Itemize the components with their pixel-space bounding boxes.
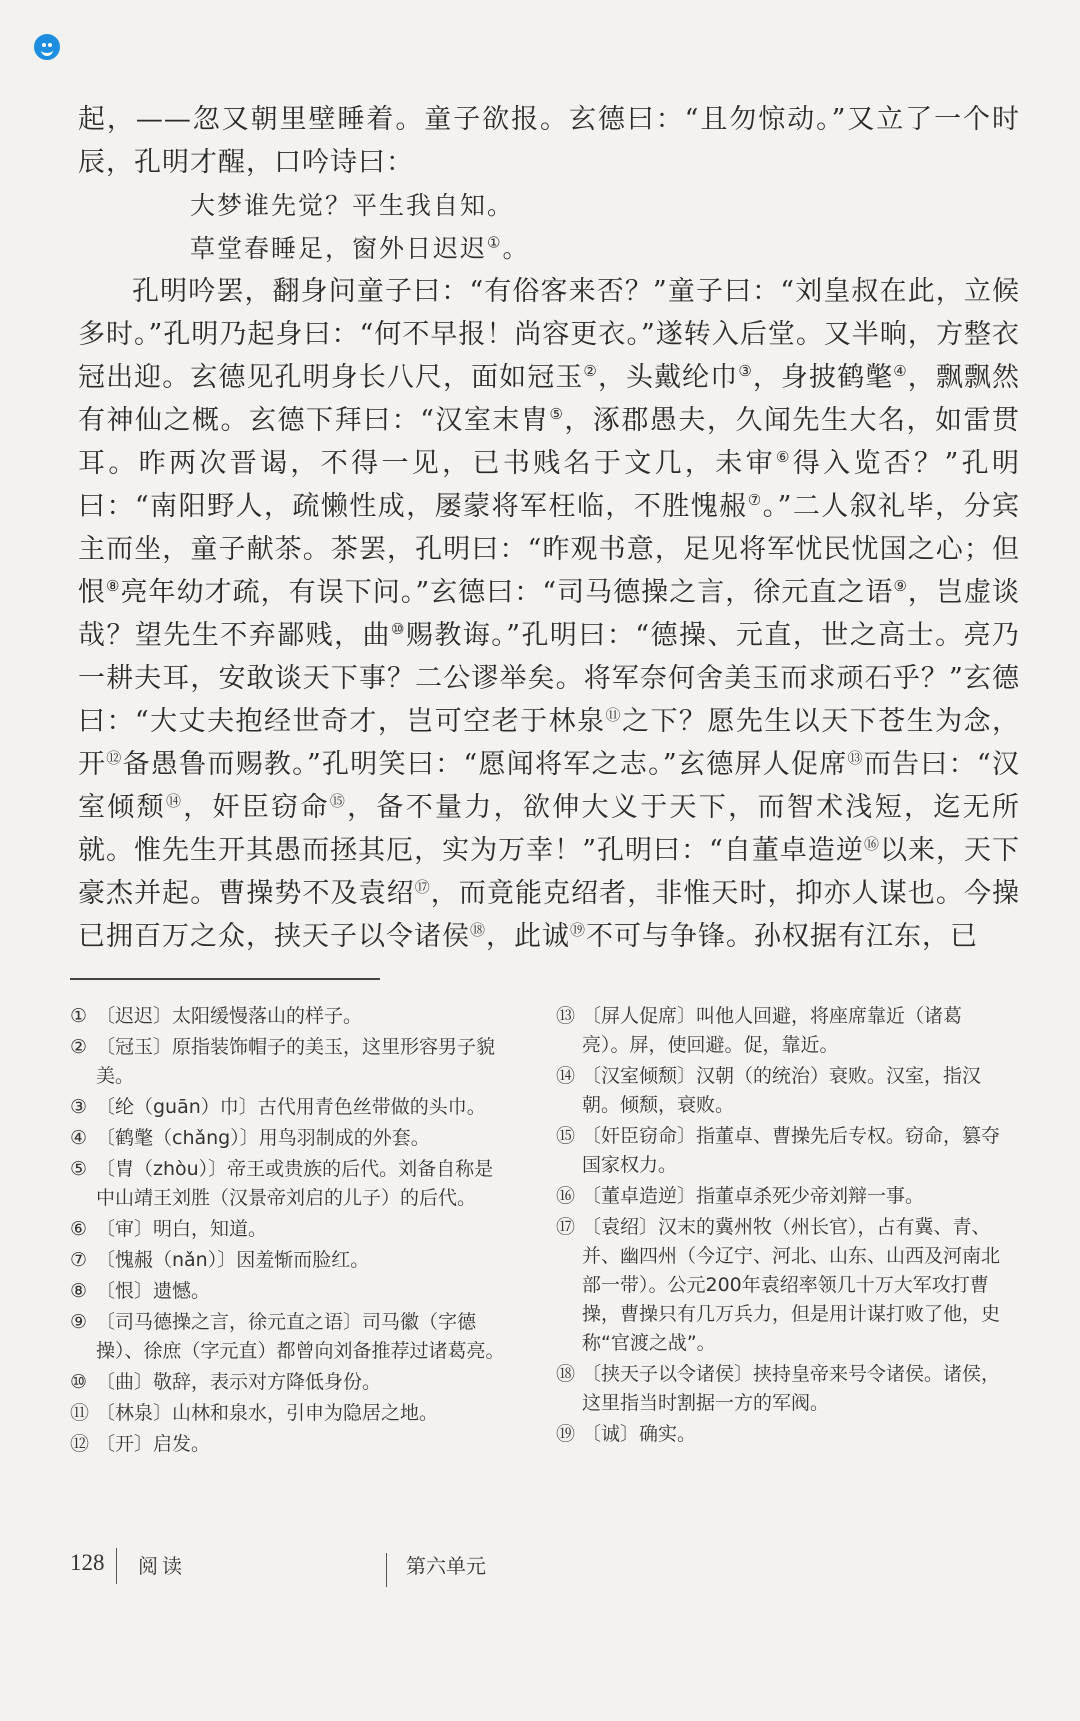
- note-ref: ⑦: [747, 491, 763, 509]
- footnote: [70, 1308, 510, 1366]
- footnote-text: 〔司马德操之言，徐元直之语〕司马徽（字德操）、徐庶（字元直）都曾向刘备推荐过诸葛亮。: [96, 1311, 505, 1362]
- footnote-number: ⑥: [70, 1218, 88, 1240]
- footnote-number: ⑤: [70, 1158, 88, 1180]
- text-segment: 得入览否？”孔明曰：“南阳野人，疏懒性成，屡蒙将军枉临，不胜愧赧: [78, 448, 1020, 522]
- footnote: [556, 1122, 1001, 1180]
- text-segment: ，头戴纶巾: [597, 362, 739, 393]
- footnote-number: ⑮: [556, 1125, 576, 1147]
- footnote-number: ④: [70, 1127, 88, 1149]
- footnote-number: ⑦: [70, 1249, 88, 1271]
- note-ref: ③: [738, 362, 753, 380]
- text-segment: 亮年幼才疏，有误下问。”玄德曰：“司马德操之言，徐元直之语: [120, 577, 894, 608]
- footnote: [70, 1399, 510, 1428]
- note-ref: ⑤: [549, 405, 565, 423]
- footnote: [70, 1430, 510, 1459]
- footnote-text: 〔诚〕确实。: [582, 1423, 697, 1445]
- paragraph-1: 起，——忽又朝里壁睡着。童子欲报。玄德曰：“且勿惊动。”又立了一个时辰，孔明才醒，口吟诗曰：: [78, 104, 1020, 178]
- footnotes-left-column: [70, 1002, 510, 1461]
- footer-separator: [116, 1548, 117, 1584]
- footnote-text: 〔纶（guān）巾〕古代用青色丝带做的头巾。: [96, 1096, 486, 1118]
- footnote-text: 〔胄（zhòu）〕帝王或贵族的后代。刘备自称是中山靖王刘胜（汉景帝刘启的儿子）的后代。: [96, 1158, 494, 1209]
- text-segment: 备愚鲁而赐教。”孔明笑曰：“愿闻将军之志。”玄德屏人促席: [122, 749, 848, 780]
- footnote-text: 〔挟天子以令诸侯〕挟持皇帝来号令诸侯。诸侯，这里指当时割据一方的军阀。: [582, 1363, 1001, 1414]
- footnote-number: ⑩: [70, 1371, 88, 1393]
- note-ref: ⑯: [863, 835, 880, 853]
- footnote-text: 〔冠玉〕原指装饰帽子的美玉，这里形容男子貌美。: [96, 1036, 496, 1087]
- footnote: [556, 1420, 1001, 1449]
- footnotes-right-column: [556, 1002, 1001, 1451]
- footnote-number: ②: [70, 1036, 88, 1058]
- footnote-text: 〔恨〕遗憾。: [96, 1280, 211, 1302]
- note-ref: ⑧: [106, 577, 121, 595]
- footnote: [70, 1368, 510, 1397]
- text-segment: ，此诚: [486, 921, 571, 952]
- note-ref: ⑲: [570, 921, 587, 939]
- text-segment: ，而竟能克绍者，非惟天时，抑亦人谋也。今操已拥百万之众，挟天子以令诸侯: [78, 878, 1020, 952]
- footnote-number: ⑨: [70, 1311, 88, 1333]
- note-ref: ⑩: [391, 620, 406, 638]
- poem-line-2-text: 草堂春睡足，窗外日迟迟: [190, 234, 488, 263]
- footnote: [556, 1002, 1001, 1060]
- note-ref: ④: [893, 362, 908, 380]
- note-ref: ⑨: [893, 577, 908, 595]
- note-ref: ⑫: [106, 749, 123, 767]
- footnote-number: ⑪: [70, 1402, 90, 1424]
- footnote-text: 〔曲〕敬辞，表示对方降低身份。: [96, 1371, 382, 1393]
- main-text: [78, 98, 1020, 958]
- footnote: [70, 1215, 510, 1244]
- footer-separator: [386, 1553, 387, 1587]
- text-segment: 孔明吟罢，翻身问童子曰：“有俗客来否？”童子曰：“刘皇叔在此，立候多时。”孔明乃起身曰：“何不早报！尚容更衣。”遂转入后堂。又半晌，方整衣冠出迎。玄德见孔明身长八尺，面如冠玉: [78, 276, 1020, 393]
- text-segment: ，奸臣窃命: [183, 792, 330, 823]
- footnote: [70, 1246, 510, 1275]
- footnote-divider: [70, 978, 380, 980]
- footnote-text: 〔董卓造逆〕指董卓杀死少帝刘辩一事。: [582, 1185, 925, 1207]
- footnote-number: ①: [70, 1005, 88, 1027]
- section-label: 阅读: [138, 1554, 186, 1578]
- text-segment: ，岂虚谈哉？望先生不弃鄙贱，曲: [78, 577, 1021, 651]
- footnote-text: 〔汉室倾颓〕汉朝（的统治）衰败。汉室，指汉朝。倾颓，衰败。: [582, 1065, 982, 1116]
- footnote: [556, 1182, 1001, 1211]
- footnote-text: 〔林泉〕山林和泉水，引申为隐居之地。: [96, 1402, 439, 1424]
- note-ref: ⑱: [470, 921, 487, 939]
- text-segment: 。”二人叙礼毕，分宾主而坐，童子献茶。茶罢，孔明曰：“昨观书意，足见将军忧民忧国之心；但恨: [78, 491, 1020, 608]
- footnote: [70, 1155, 510, 1213]
- note-ref: ⑬: [847, 749, 864, 767]
- footnote: [556, 1360, 1001, 1418]
- footnote: [70, 1033, 510, 1091]
- note-ref: ⑰: [414, 878, 431, 896]
- footnote-number: ⑧: [70, 1280, 88, 1302]
- footnote: [556, 1213, 1001, 1358]
- footnote-number: ⑫: [70, 1433, 90, 1455]
- text-segment: ，涿郡愚夫，久闻先生大名，如雷贯耳。昨两次晋谒，不得一见，已书贱名于文几，未审: [78, 405, 1021, 479]
- footnote: [70, 1002, 510, 1031]
- footnote-text: 〔开〕启发。: [96, 1433, 211, 1455]
- note-ref: ①: [487, 233, 503, 252]
- text-segment: 不可与争锋。孙权据有江东，已: [586, 921, 979, 952]
- text-segment: ，飘飘然有神仙之概。玄德下拜曰：“汉室末胄: [78, 362, 1021, 436]
- footnote-text: 〔审〕明白，知道。: [96, 1218, 268, 1240]
- note-ref: ②: [583, 362, 598, 380]
- footnote-number: ⑱: [556, 1363, 576, 1385]
- note-ref: ⑥: [775, 448, 793, 466]
- footnote-number: ⑰: [556, 1216, 576, 1238]
- text-segment: 而告曰：“汉室倾颓: [78, 749, 1020, 823]
- footnote-text: 〔迟迟〕太阳缓慢落山的样子。: [96, 1005, 363, 1027]
- footnote: [70, 1093, 510, 1122]
- poem-line-2: 草堂春睡足，窗外日迟迟①。: [190, 233, 530, 263]
- footnote-text: 〔屏人促席〕叫他人回避，将座席靠近（诸葛亮）。屏，使回避。促，靠近。: [582, 1005, 963, 1056]
- footnote-text: 〔袁绍〕汉末的冀州牧（州长官），占有冀、青、并、幽四州（今辽宁、河北、山东、山西及河南北部一带）。公元200年袁绍率领几十万大军攻打曹操，曹操只有几万兵力，但是用计谋打败了他，史称“官渡之战”。: [582, 1216, 1001, 1354]
- text-segment: ，备不量力，欲伸大义于天下，而智术浅短，迄无所就。惟先生开其愚而拯其厄，实为万幸！”孔明曰：“自董卓造逆: [78, 792, 1020, 866]
- note-ref: ⑪: [605, 706, 623, 724]
- footnote-number: ⑭: [556, 1065, 576, 1087]
- note-ref: ⑮: [329, 792, 348, 810]
- page-number: 128: [70, 1550, 105, 1575]
- text-segment: 赐教诲。”孔明曰：“德操、元直，世之高士。亮乃一耕夫耳，安敢谈天下事？二公谬举矣。将军奈何舍美玉而求顽石乎？”玄德曰：“大丈夫抱经世奇才，岂可空老于林泉: [78, 620, 1021, 737]
- footnote-number: ⑬: [556, 1005, 576, 1027]
- footnote-text: 〔愧赧（nǎn）〕因羞惭而脸红。: [96, 1249, 370, 1271]
- footnote-number: ③: [70, 1096, 88, 1118]
- text-segment: 以来，天下豪杰并起。曹操势不及袁绍: [78, 835, 1020, 909]
- footnote-number: ⑯: [556, 1185, 576, 1207]
- footnote: [70, 1277, 510, 1306]
- footnote-text: 〔奸臣窃命〕指董卓、曹操先后专权。窃命，篡夺国家权力。: [582, 1125, 1001, 1176]
- text-segment: 之下？愿先生以天下苍生为念，开: [78, 706, 1020, 780]
- footnote: [556, 1062, 1001, 1120]
- poem-line-1: 大梦谁先觉？平生我自知。: [190, 191, 515, 220]
- unit-label: 第六单元: [406, 1554, 486, 1578]
- paragraph-3: [78, 270, 1020, 958]
- text-segment: ，身披鹤氅: [752, 362, 894, 393]
- footnote-text: 〔鹤氅（chǎng）〕用鸟羽制成的外套。: [96, 1127, 430, 1149]
- footnote-number: ⑲: [556, 1423, 576, 1445]
- footnote: [70, 1124, 510, 1153]
- smiley-icon: [34, 34, 60, 60]
- note-ref: ⑭: [165, 792, 184, 810]
